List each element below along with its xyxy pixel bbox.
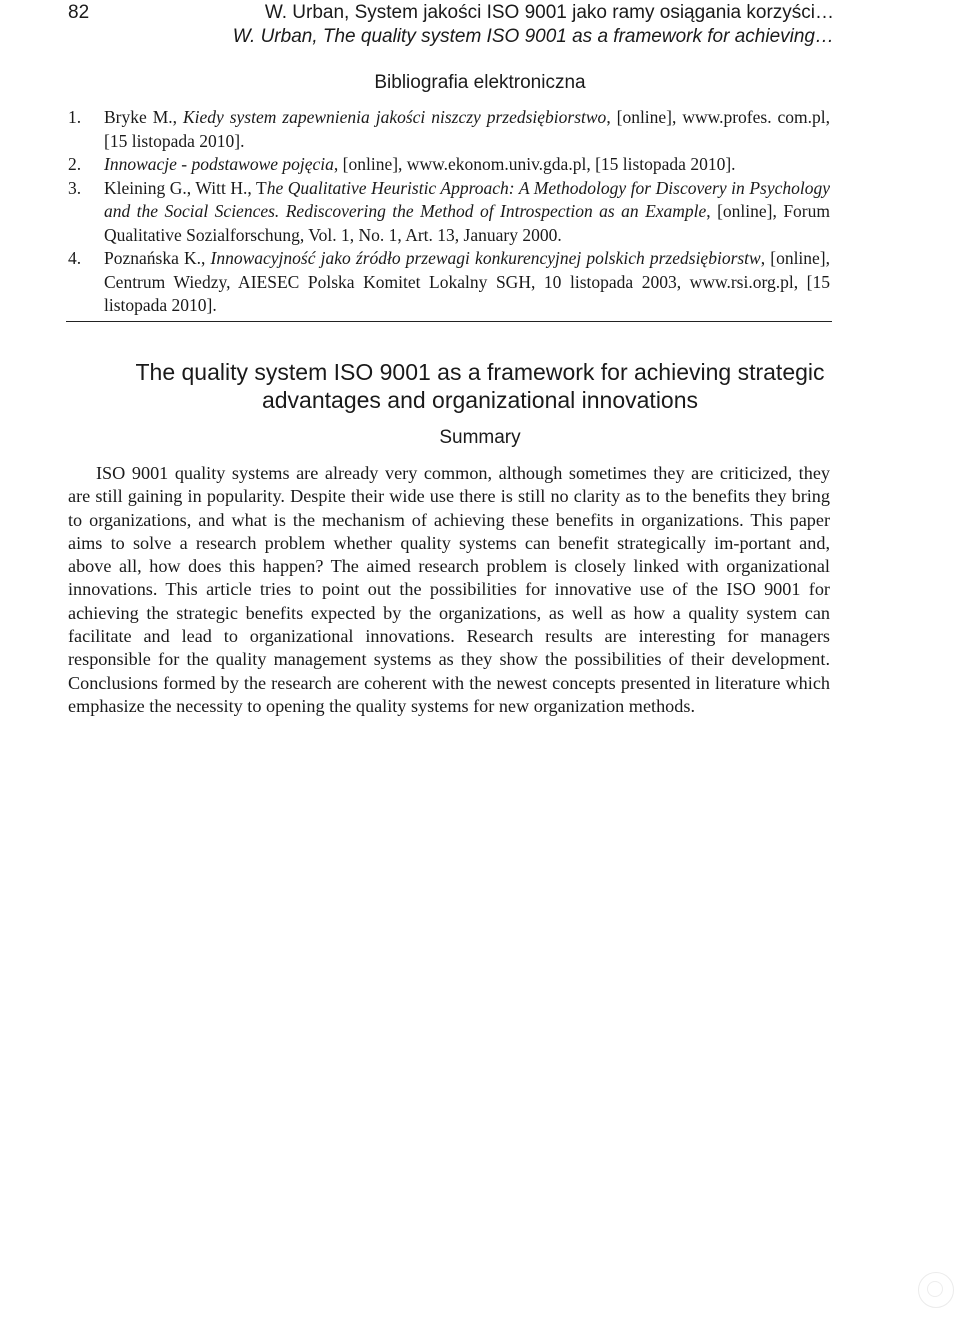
watermark-icon xyxy=(918,1272,954,1308)
page-number: 82 xyxy=(68,2,90,23)
summary-label: Summary xyxy=(439,427,521,448)
reference-title: Innowacyjność jako źródło przewagi konkurencyjnej polskich przedsiębiorstw xyxy=(210,248,761,268)
summary-title xyxy=(0,358,960,414)
reference-author: Poznańska K., xyxy=(104,248,206,268)
running-header-polish: W. Urban, System jakości ISO 9001 jako ramy osiągania korzyści… xyxy=(264,2,834,23)
reference-item xyxy=(68,247,830,318)
reference-text xyxy=(104,153,830,177)
summary-title-line: advantages and organizational innovations xyxy=(261,387,699,413)
reference-number: 4. xyxy=(68,248,82,268)
reference-details: , [online], www.ekonom.univ.gda.pl, [15 listopada 2010]. xyxy=(333,154,736,174)
reference-text xyxy=(104,177,830,248)
reference-title: Innowacje - podstawowe pojęcia xyxy=(104,154,334,174)
reference-details: , [online], www.profes. com.pl, [15 listopada 2010]. xyxy=(104,107,830,151)
reference-number: 1. xyxy=(68,107,82,127)
bibliography-list xyxy=(68,106,830,318)
section-divider xyxy=(66,321,832,322)
bibliography-heading: Bibliografia elektroniczna xyxy=(374,72,586,93)
reference-author: Kleining G., Witt H., T xyxy=(104,177,267,198)
reference-number: 2. xyxy=(68,154,82,174)
reference-item xyxy=(68,153,830,177)
reference-title: he Qualitative Heuristic Approach: A Methodology for Discovery in Psychology and the Social Sciences. Rediscovering the Method of Introspection as an Example xyxy=(104,177,830,221)
reference-number: 3. xyxy=(68,177,82,198)
summary-title-line: The quality system ISO 9001 as a framework for achieving strategic xyxy=(135,359,825,385)
reference-details: , [online], Centrum Wiedzy, AIESEC Polska Komitet Lokalny SGH, 10 listopada 2003, www.rsi.org.pl, [15 listopada 2010]. xyxy=(104,248,831,315)
reference-author: Bryke M., xyxy=(104,107,178,127)
reference-text xyxy=(104,106,830,153)
reference-item xyxy=(68,106,830,153)
running-header-english: W. Urban, The quality system ISO 9001 as a framework for achieving… xyxy=(232,26,834,47)
reference-item xyxy=(68,177,830,248)
reference-title: Kiedy system zapewnienia jakości niszczy przedsiębiorstwo xyxy=(182,107,607,127)
reference-details: , [online], Forum Qualitative Sozialforschung, Vol. 1, No. 1, Art. 13, January 2000. xyxy=(104,201,830,245)
reference-text xyxy=(104,247,830,318)
summary-text: ISO 9001 quality systems are already very common, although sometimes they are criticized, they are still gaining in popularity. Despite their wide use there is still no clarity as to the benefits they bring to organizations, and what is the mechanism of achieving these benefits in organizations. This paper aims to solve a research problem whether quality systems can benefit strategically im-portant and, above all, how does this happen? The aimed research problem is closely linked with organizational innovations. This article tries to point out the possibilities for innovative use of the ISO 9001 for achieving the strategic benefits expected by the organizations, as well as how a quality system can facilitate and lead to organizational innovations. Research results are interesting for managers responsible for the quality management systems as they show the possibilities of their development. Conclusions formed by the research are coherent with the newest concepts presented in literature which emphasize the necessity to opening the quality systems for new organization methods. xyxy=(68,463,830,716)
